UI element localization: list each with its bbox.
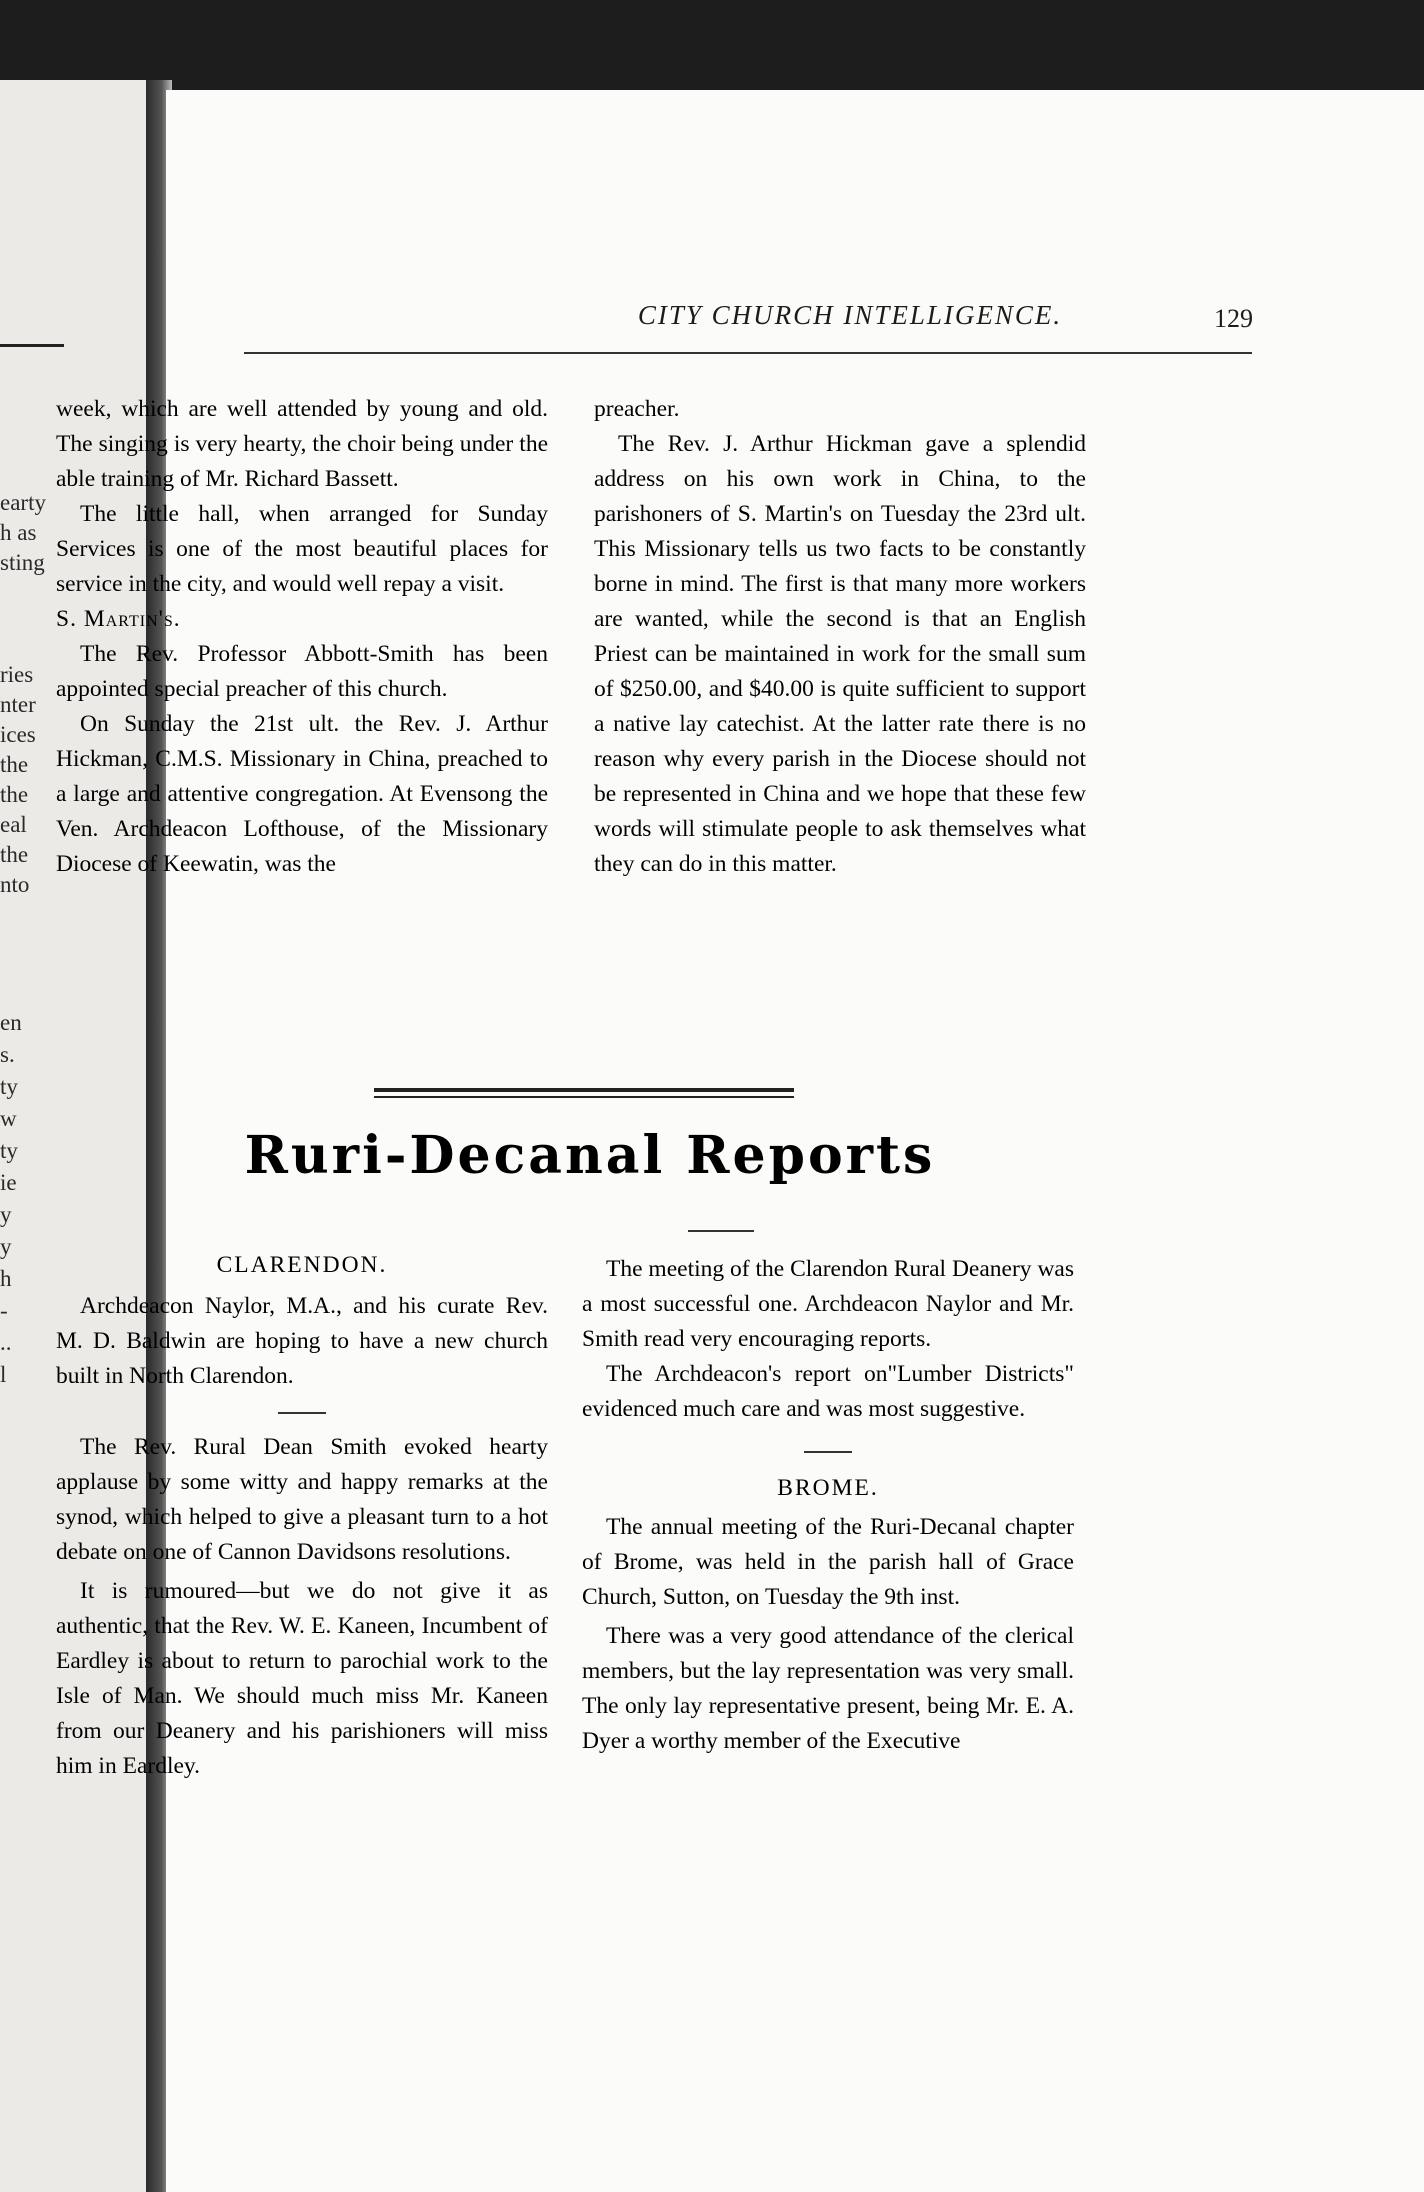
- facing-page-fragment: h: [0, 1266, 12, 1291]
- facing-page-fragment: h as: [0, 520, 37, 545]
- facing-page-fragment: ty: [0, 1074, 18, 1099]
- facing-page-fragment: ty: [0, 1138, 18, 1163]
- facing-page-fragment: y: [0, 1234, 12, 1259]
- facing-page-fragment: l: [0, 1362, 7, 1387]
- facing-page-fragment: y: [0, 1202, 12, 1227]
- facing-page-fragment: nter: [0, 692, 36, 717]
- facing-page-fragment: sting: [0, 550, 45, 575]
- paragraph: Archdeacon Naylor, M.A., and his curate Rev. M. D. Baldwin are hoping to have a new church built in North Clarendon.: [56, 1293, 548, 1389]
- facing-page-fragment: the: [0, 842, 29, 867]
- paragraph: The Archdeacon's report on"Lumber Districts" evidenced much care and was most suggestive.: [582, 1361, 1074, 1422]
- facing-page-rule: [0, 344, 64, 347]
- paragraph: The annual meeting of the Ruri-Decanal chapter of Brome, was held in the parish hall of Grace Church, Sutton, on Tuesday the 9th inst.: [582, 1514, 1074, 1610]
- divider-space: [56, 1394, 548, 1430]
- facing-page-fragment: the: [0, 782, 29, 807]
- column-4: [582, 1252, 1074, 1759]
- subheading-s-martins: S. Martin's.: [56, 606, 181, 632]
- facing-page-fragment: en: [0, 1010, 22, 1035]
- facing-page-fragment: s.: [0, 1042, 15, 1067]
- header-rule: [244, 352, 1252, 354]
- facing-page-fragment: earty: [0, 490, 46, 515]
- divider-space: [582, 1427, 1074, 1471]
- short-rule: [278, 1412, 326, 1414]
- ornamental-rule-thick: [374, 1088, 794, 1092]
- facing-page-fragment: ices: [0, 722, 36, 747]
- running-head: CITY CHURCH INTELLIGENCE.: [637, 300, 1063, 330]
- column-3: [56, 1248, 548, 1784]
- paragraph: The Rev. J. Arthur Hickman gave a splendid address on his own work in China, to the parishoners of S. Martin's on Tuesday the 23rd ult. This Missionary tells us two facts to be constantly borne in mind. The first is that many more workers are wanted, while the second is that an English Priest can be maintained in work for the small sum of $250.00, and $40.00 is quite sufficient to support a native lay catechist. At the latter rate there is no reason why every parish in the Diocese should not be represented in China and we hope that these few words will stimulate people to ask themselves what they can do in this matter.: [594, 431, 1086, 877]
- paragraph: The Rev. Rural Dean Smith evoked hearty applause by some witty and happy remarks at the synod, which helped to give a pleasant turn to a hot debate on one of Cannon Davidsons resolutions.: [56, 1434, 548, 1565]
- column-1: [56, 392, 548, 882]
- facing-page-fragment: w: [0, 1106, 17, 1131]
- facing-page-fragment: eal: [0, 812, 27, 837]
- subheading-clarendon: CLARENDON.: [216, 1252, 388, 1278]
- facing-page-fragment: the: [0, 752, 29, 777]
- paragraph: It is rumoured—but we do not give it as authentic, that the Rev. W. E. Kaneen, Incumbent of Eardley is about to return to parochial work to the Isle of Man. We should much miss Mr. Kaneen from our Deanery and his parishioners will miss him in Eardley.: [56, 1578, 548, 1779]
- facing-page-fragment: ie: [0, 1170, 17, 1195]
- section-title: Ruri-Decanal Reports: [244, 1125, 936, 1186]
- facing-page-fragment: ries: [0, 662, 34, 687]
- paragraph: week, which are well attended by young and old. The singing is very hearty, the choir being under the able training of Mr. Richard Bassett.: [56, 396, 548, 492]
- ornamental-rule-thin: [374, 1096, 794, 1098]
- facing-page-fragment: -: [0, 1298, 8, 1323]
- paragraph: The Rev. Professor Abbott-Smith has been appointed special preacher of this church.: [56, 641, 548, 702]
- paragraph: The meeting of the Clarendon Rural Deanery was a most successful one. Archdeacon Naylor and Mr. Smith read very encouraging reports.: [582, 1256, 1074, 1352]
- short-rule: [804, 1451, 852, 1453]
- paragraph: There was a very good attendance of the clerical members, but the lay representation was very small. The only lay representative present, being Mr. E. A. Dyer a worthy member of the Executive: [582, 1623, 1074, 1754]
- title-rule: [688, 1230, 754, 1232]
- paragraph: The little hall, when arranged for Sunday Services is one of the most beautiful places for service in the city, and would well repay a visit.: [56, 501, 548, 597]
- page-number: 129: [1214, 304, 1253, 333]
- paragraph: preacher.: [594, 396, 680, 422]
- subheading-brome: BROME.: [777, 1475, 879, 1501]
- column-2: [594, 392, 1086, 882]
- facing-page-fragment: nto: [0, 872, 30, 897]
- facing-page-fragment: ..: [0, 1330, 12, 1355]
- paragraph: On Sunday the 21st ult. the Rev. J. Arthur Hickman, C.M.S. Missionary in China, preached to a large and attentive congregation. At Evensong the Ven. Archdeacon Lofthouse, of the Missionary Diocese of Keewatin, was the: [56, 711, 548, 877]
